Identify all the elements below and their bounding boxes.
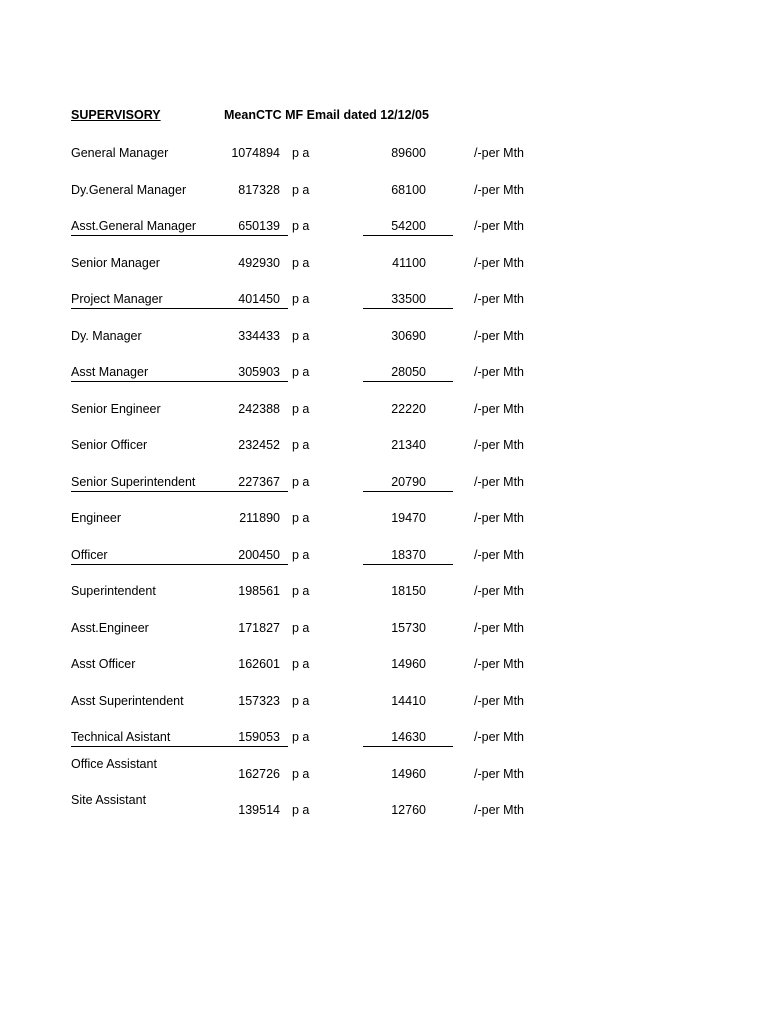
per-annum-label: p a (292, 402, 310, 416)
annual-ctc: 492930 (238, 256, 280, 270)
per-annum-label: p a (292, 329, 310, 343)
position-title: Engineer (71, 511, 122, 525)
monthly-ctc: 33500 (391, 292, 426, 306)
monthly-ctc: 41100 (392, 256, 426, 270)
table-header (0, 108, 768, 124)
per-annum-label: p a (292, 694, 310, 708)
annual-ctc: 198561 (238, 584, 280, 598)
per-annum-label: p a (292, 219, 310, 233)
per-month-label: /-per Mth (474, 730, 525, 744)
position-title: Senior Engineer (71, 402, 161, 416)
underline-rule (363, 308, 453, 309)
table-row (0, 474, 768, 494)
annual-ctc: 157323 (238, 694, 280, 708)
table-row (0, 693, 768, 713)
monthly-ctc: 28050 (391, 365, 426, 379)
annual-ctc: 171827 (238, 621, 280, 635)
underline-rule (71, 746, 288, 747)
per-annum-label: p a (292, 292, 310, 306)
table-row (0, 793, 768, 822)
per-annum-label: p a (292, 256, 310, 270)
per-annum-label: p a (292, 511, 310, 525)
annual-ctc: 817328 (238, 183, 280, 197)
underline-rule (71, 235, 288, 236)
per-annum-label: p a (292, 803, 310, 817)
underline-rule (71, 564, 288, 565)
table-row (0, 401, 768, 421)
annual-ctc: 650139 (238, 219, 280, 233)
monthly-ctc: 68100 (391, 183, 426, 197)
underline-rule (71, 381, 288, 382)
per-month-label: /-per Mth (474, 694, 525, 708)
monthly-ctc: 15730 (391, 621, 426, 635)
per-annum-label: p a (292, 767, 310, 781)
table-row (0, 364, 768, 384)
position-title: Officer (71, 548, 108, 562)
monthly-ctc: 30690 (391, 329, 426, 343)
table-row (0, 510, 768, 530)
annual-ctc: 1074894 (231, 146, 280, 160)
per-month-label: /-per Mth (474, 292, 525, 306)
position-title: Office Assistant (71, 757, 157, 771)
position-title: Asst.Engineer (71, 621, 149, 635)
per-annum-label: p a (292, 584, 310, 598)
underline-rule (363, 381, 453, 382)
section-title: SUPERVISORY (71, 108, 161, 122)
position-title: Asst Superintendent (71, 694, 184, 708)
monthly-ctc: 14960 (391, 767, 426, 781)
annual-ctc: 159053 (238, 730, 280, 744)
annual-ctc: 232452 (238, 438, 280, 452)
per-annum-label: p a (292, 438, 310, 452)
annual-ctc: 211890 (239, 511, 280, 525)
underline-rule (363, 564, 453, 565)
monthly-ctc: 14630 (391, 730, 426, 744)
annual-ctc: 162726 (238, 767, 280, 781)
underline-rule (71, 491, 288, 492)
position-title: Site Assistant (71, 793, 147, 807)
annual-ctc: 401450 (238, 292, 280, 306)
per-month-label: /-per Mth (474, 256, 525, 270)
annual-ctc: 334433 (238, 329, 280, 343)
annual-ctc: 305903 (238, 365, 280, 379)
underline-rule (71, 308, 288, 309)
monthly-ctc: 18150 (391, 584, 426, 598)
monthly-ctc: 14960 (391, 657, 426, 671)
per-month-label: /-per Mth (474, 584, 525, 598)
position-title: Asst Officer (71, 657, 136, 671)
table-row (0, 757, 768, 786)
table-row (0, 328, 768, 348)
position-title: Asst Manager (71, 365, 149, 379)
monthly-ctc: 14410 (391, 694, 426, 708)
per-month-label: /-per Mth (474, 329, 525, 343)
monthly-ctc: 19470 (391, 511, 426, 525)
per-month-label: /-per Mth (474, 548, 525, 562)
position-title: Asst.General Manager (71, 219, 197, 233)
table-row (0, 218, 768, 238)
annual-ctc: 162601 (238, 657, 280, 671)
annual-ctc: 200450 (238, 548, 280, 562)
per-month-label: /-per Mth (474, 438, 525, 452)
per-month-label: /-per Mth (474, 219, 525, 233)
table-row (0, 583, 768, 603)
per-month-label: /-per Mth (474, 183, 525, 197)
table-row (0, 547, 768, 567)
position-title: Technical Asistant (71, 730, 171, 744)
per-month-label: /-per Mth (474, 365, 525, 379)
position-title: Senior Manager (71, 256, 160, 270)
per-month-label: /-per Mth (474, 657, 525, 671)
position-title: Project Manager (71, 292, 163, 306)
per-annum-label: p a (292, 183, 310, 197)
monthly-ctc: 22220 (391, 402, 426, 416)
per-annum-label: p a (292, 146, 310, 160)
per-month-label: /-per Mth (474, 146, 525, 160)
per-month-label: /-per Mth (474, 621, 525, 635)
monthly-ctc: 89600 (391, 146, 426, 160)
table-row (0, 729, 768, 749)
per-month-label: /-per Mth (474, 475, 525, 489)
per-month-label: /-per Mth (474, 402, 525, 416)
per-month-label: /-per Mth (474, 803, 525, 817)
per-annum-label: p a (292, 730, 310, 744)
position-title: Dy. Manager (71, 329, 142, 343)
annual-ctc: 227367 (238, 475, 280, 489)
per-annum-label: p a (292, 548, 310, 562)
monthly-ctc: 20790 (391, 475, 426, 489)
underline-rule (363, 491, 453, 492)
table-row (0, 620, 768, 640)
table-row (0, 145, 768, 165)
monthly-ctc: 21340 (391, 438, 426, 452)
table-row (0, 255, 768, 275)
per-month-label: /-per Mth (474, 511, 525, 525)
header-note: MeanCTC MF Email dated 12/12/05 (224, 108, 429, 122)
position-title: Senior Superintendent (71, 475, 196, 489)
per-annum-label: p a (292, 475, 310, 489)
table-row (0, 656, 768, 676)
annual-ctc: 139514 (238, 803, 280, 817)
position-title: Superintendent (71, 584, 156, 598)
table-row (0, 291, 768, 311)
monthly-ctc: 18370 (391, 548, 426, 562)
per-annum-label: p a (292, 657, 310, 671)
per-annum-label: p a (292, 621, 310, 635)
underline-rule (363, 746, 453, 747)
monthly-ctc: 54200 (391, 219, 426, 233)
annual-ctc: 242388 (238, 402, 280, 416)
per-annum-label: p a (292, 365, 310, 379)
position-title: Dy.General Manager (71, 183, 187, 197)
per-month-label: /-per Mth (474, 767, 525, 781)
table-row (0, 182, 768, 202)
position-title: General Manager (71, 146, 169, 160)
underline-rule (363, 235, 453, 236)
monthly-ctc: 12760 (391, 803, 426, 817)
table-row (0, 437, 768, 457)
position-title: Senior Officer (71, 438, 148, 452)
